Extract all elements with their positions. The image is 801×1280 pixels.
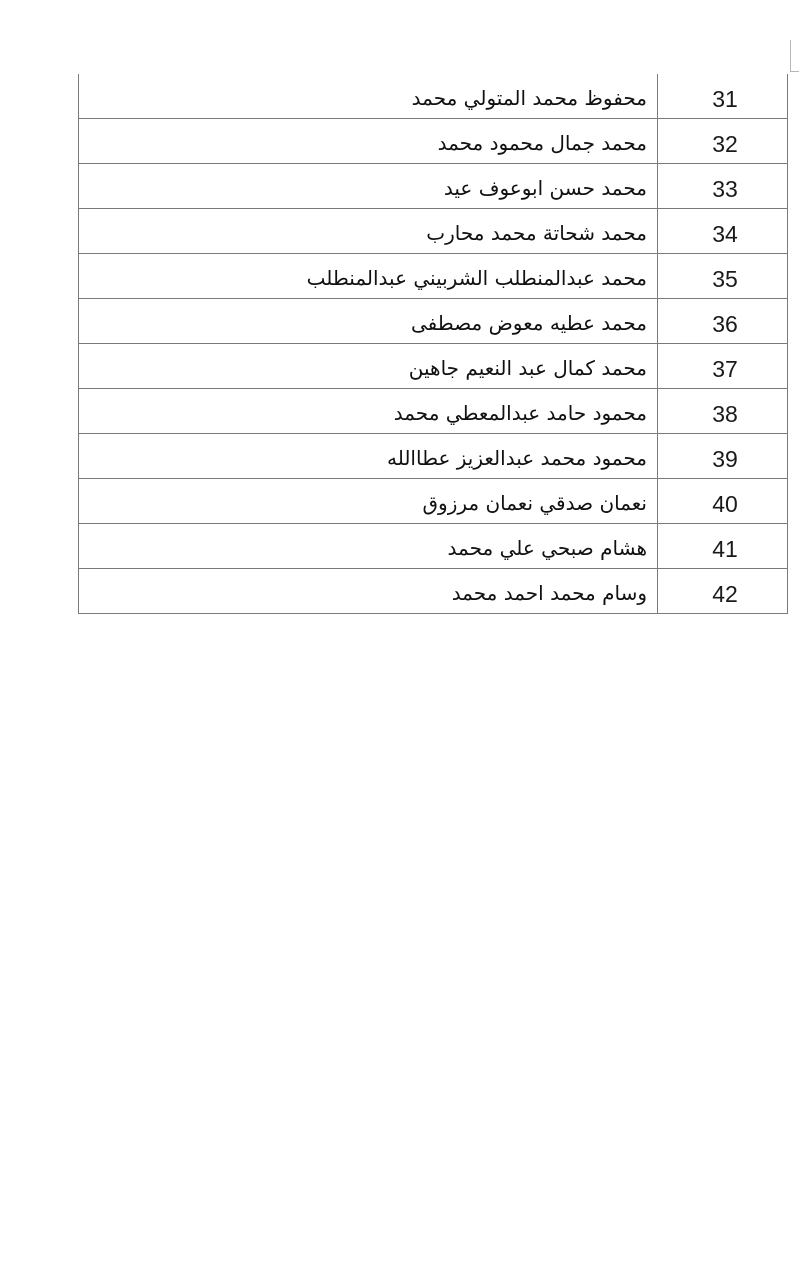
- row-number-cell: [658, 74, 787, 118]
- table-row: [79, 478, 787, 523]
- row-number: 39: [712, 445, 738, 472]
- name-cell: [79, 389, 658, 433]
- person-name: محمود محمد عبدالعزيز عطاالله: [386, 446, 647, 470]
- table-row: [79, 568, 787, 613]
- row-number: 34: [712, 220, 738, 247]
- name-cell: [79, 524, 658, 568]
- row-number: 37: [712, 355, 738, 382]
- person-name: نعمان صدقي نعمان مرزوق: [422, 491, 647, 515]
- table-row: [79, 118, 787, 163]
- table-row: [79, 208, 787, 253]
- row-number-cell: [658, 479, 787, 523]
- row-number: 35: [712, 265, 738, 292]
- names-table: [78, 74, 788, 614]
- row-number: 36: [712, 310, 738, 337]
- row-number-cell: [658, 164, 787, 208]
- table-row: [79, 343, 787, 388]
- row-number: 31: [712, 85, 738, 112]
- person-name: محمد عبدالمنطلب الشربيني عبدالمنطلب: [306, 266, 647, 290]
- page-corner-mark: [790, 40, 799, 72]
- name-cell: [79, 209, 658, 253]
- row-number: 40: [712, 490, 738, 517]
- row-number-cell: [658, 254, 787, 298]
- name-cell: [79, 479, 658, 523]
- row-number-cell: [658, 434, 787, 478]
- person-name: محمود حامد عبدالمعطي محمد: [393, 401, 647, 425]
- name-cell: [79, 569, 658, 613]
- table-row: [79, 298, 787, 343]
- row-number-cell: [658, 389, 787, 433]
- row-number: 41: [712, 535, 738, 562]
- name-cell: [79, 299, 658, 343]
- person-name: وسام محمد احمد محمد: [451, 581, 647, 605]
- table-row: [79, 523, 787, 568]
- row-number-cell: [658, 209, 787, 253]
- table-row: [79, 253, 787, 298]
- row-number-cell: [658, 569, 787, 613]
- row-number-cell: [658, 344, 787, 388]
- person-name: محمد شحاتة محمد محارب: [426, 221, 647, 245]
- name-cell: [79, 344, 658, 388]
- table-row: [79, 433, 787, 478]
- row-number: 42: [712, 580, 738, 607]
- person-name: محمد عطيه معوض مصطفى: [411, 311, 647, 335]
- table-row: [79, 388, 787, 433]
- person-name: محمد جمال محمود محمد: [437, 131, 647, 155]
- row-number: 38: [712, 400, 738, 427]
- name-cell: [79, 164, 658, 208]
- row-number: 33: [712, 175, 738, 202]
- row-number: 32: [712, 130, 738, 157]
- row-number-cell: [658, 524, 787, 568]
- name-cell: [79, 434, 658, 478]
- row-number-cell: [658, 119, 787, 163]
- table-row: [79, 163, 787, 208]
- row-number-cell: [658, 299, 787, 343]
- person-name: هشام صبحي علي محمد: [447, 536, 647, 560]
- name-cell: [79, 74, 658, 118]
- table-row: [79, 74, 787, 118]
- name-cell: [79, 119, 658, 163]
- person-name: محمد حسن ابوعوف عيد: [443, 176, 647, 200]
- person-name: محمد كمال عبد النعيم جاهين: [408, 356, 647, 380]
- name-cell: [79, 254, 658, 298]
- person-name: محفوظ محمد المتولي محمد: [411, 86, 647, 110]
